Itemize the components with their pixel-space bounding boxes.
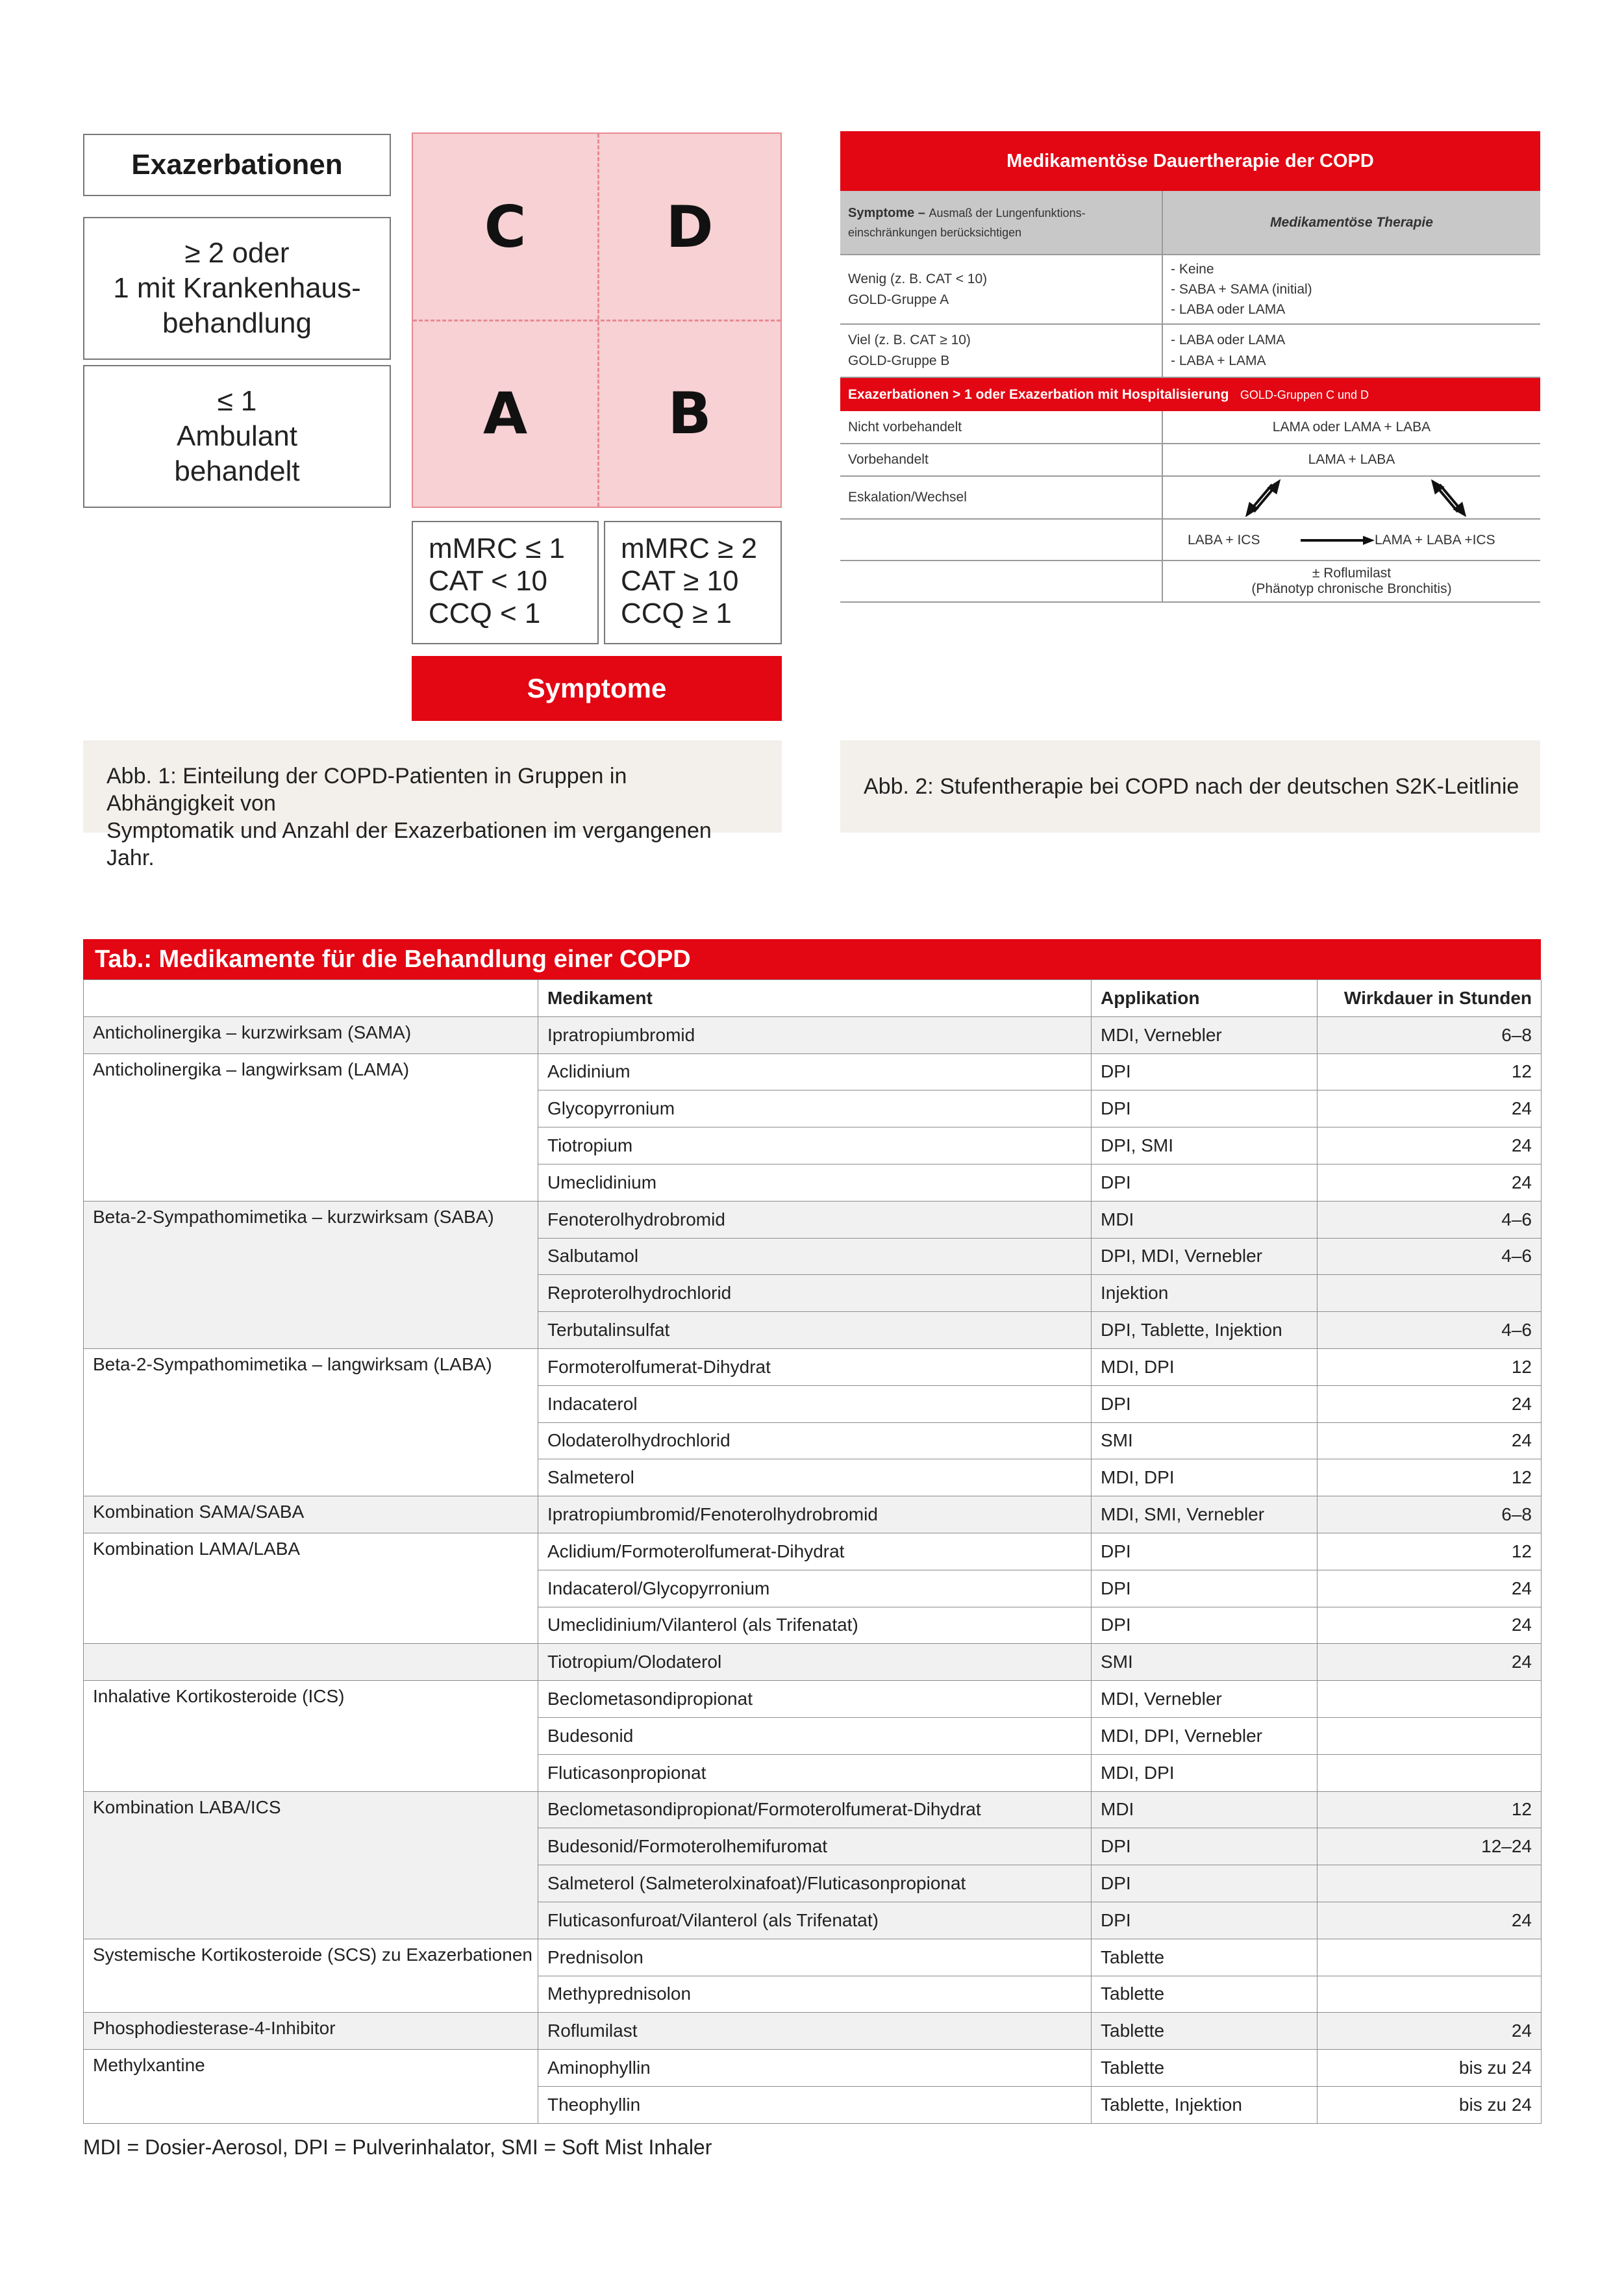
duration-cell [1318, 1275, 1542, 1312]
table-row [84, 1681, 1542, 1718]
symptoms-low-box [412, 521, 599, 644]
drug-cell: Tiotropium [538, 1127, 1092, 1165]
application-cell: MDI, SMI, Vernebler [1092, 1496, 1318, 1533]
figure-1-caption-line-2: Symptomatik und Anzahl der Exazerbationen im vergangenen Jahr. [106, 818, 712, 870]
drug-cell: Ipratropiumbromid [538, 1016, 1092, 1053]
escalation-arrows [1169, 478, 1533, 517]
application-cell: MDI, DPI, Vernebler [1092, 1717, 1318, 1754]
application-cell: DPI [1092, 1865, 1318, 1902]
drug-cell: Methyprednisolon [538, 1976, 1092, 2013]
application-cell: DPI [1092, 1164, 1318, 1201]
duration-cell: 12–24 [1318, 1828, 1542, 1865]
medication-table-body [84, 1016, 1542, 2123]
header-application: Applikation [1092, 980, 1318, 1017]
duration-cell: 24 [1318, 1090, 1542, 1127]
therapy-table [840, 191, 1540, 603]
exacerbations-low-box [83, 365, 391, 508]
high-line-3: behandlung [162, 307, 312, 339]
application-cell: SMI [1092, 1644, 1318, 1681]
medication-table [83, 979, 1542, 2124]
sym-high-line-1: mMRC ≥ 2 [621, 533, 757, 564]
duration-cell: 24 [1318, 1570, 1542, 1607]
medication-table-header-row [84, 980, 1542, 1017]
therapy-row-pretreated [840, 444, 1540, 476]
duration-cell: 24 [1318, 1902, 1542, 1939]
pretreated-therapy: LAMA + LABA [1162, 444, 1540, 476]
duration-cell: 4–6 [1318, 1201, 1542, 1238]
therapy-row-gold-b-right [1162, 324, 1540, 377]
ics-arrow-head [1363, 536, 1375, 545]
drug-cell: Prednisolon [538, 1939, 1092, 1976]
application-cell: Tablette [1092, 1976, 1318, 2013]
application-cell: DPI [1092, 1053, 1318, 1090]
group-name-cell: Beta-2-Sympathomimetika – langwirksam (LABA) [84, 1348, 538, 1496]
duration-cell: 12 [1318, 1791, 1542, 1828]
drug-cell: Salmeterol [538, 1459, 1092, 1496]
therapy-exacerbation-cell [840, 377, 1540, 411]
application-cell: Tablette [1092, 1939, 1318, 1976]
therapy-row-escalation [840, 476, 1540, 519]
sym-high-line-2: CAT ≥ 10 [621, 565, 739, 597]
roflumilast-line-1: ± Roflumilast [1312, 566, 1392, 581]
application-cell: DPI, Tablette, Injektion [1092, 1312, 1318, 1349]
therapy-header-symptoms-bold: Symptome – [848, 205, 925, 220]
exacerbations-header-box [83, 134, 391, 196]
arrow-down-left-2 [1251, 485, 1272, 509]
therapy-header-symptoms-rest-2: einschränkungen berücksichtigen [848, 225, 1022, 239]
application-cell: DPI [1092, 1090, 1318, 1127]
application-cell: MDI, DPI [1092, 1459, 1318, 1496]
gold-a-line-2: GOLD-Gruppe A [848, 292, 949, 307]
drug-cell: Fluticasonpropionat [538, 1754, 1092, 1791]
header-group [84, 980, 538, 1017]
application-cell: Injektion [1092, 1275, 1318, 1312]
medication-table-title-text: Tab.: Medikamente für die Behandlung einer COPD [95, 945, 691, 973]
gold-a-line-1: Wenig (z. B. CAT < 10) [848, 271, 988, 286]
table-row [84, 1533, 1542, 1570]
therapy-row-roflumilast [840, 560, 1540, 602]
group-name-cell: Anticholinergika – kurzwirksam (SAMA) [84, 1016, 538, 1053]
escalation-arrows-cell [1162, 476, 1540, 519]
duration-cell: 24 [1318, 1607, 1542, 1644]
application-cell: Tablette [1092, 2013, 1318, 2050]
table-row [84, 1791, 1542, 1828]
therapy-header-symptoms [840, 191, 1162, 255]
gold-b-therapy-1: - LABA oder LAMA [1171, 333, 1286, 347]
arrow-up-right-2 [1437, 487, 1458, 512]
drug-cell: Fluticasonfuroat/Vilanterol (als Trifenatat) [538, 1902, 1092, 1939]
gold-a-therapy-3: - LABA oder LAMA [1171, 302, 1286, 317]
sym-low-line-1: mMRC ≤ 1 [429, 533, 565, 564]
table-row [84, 1496, 1542, 1533]
drug-cell: Aclidinium [538, 1053, 1092, 1090]
duration-cell [1318, 1681, 1542, 1718]
duration-cell [1318, 1865, 1542, 1902]
medication-table-title [83, 939, 1541, 979]
therapy-title: Medikamentöse Dauertherapie der COPD [1006, 150, 1374, 171]
low-line-3: behandelt [174, 455, 300, 487]
table-row [84, 1939, 1542, 1976]
drug-cell: Theophyllin [538, 2086, 1092, 2123]
drug-cell: Roflumilast [538, 2013, 1092, 2050]
roflumilast-cell [1162, 560, 1540, 602]
therapy-row-untreated [840, 411, 1540, 444]
medication-footnote: MDI = Dosier-Aerosol, DPI = Pulverinhalator, SMI = Soft Mist Inhaler [83, 2135, 712, 2159]
duration-cell [1318, 1976, 1542, 2013]
application-cell: MDI, DPI [1092, 1754, 1318, 1791]
drug-cell: Indacaterol [538, 1385, 1092, 1422]
drug-cell: Olodaterolhydrochlorid [538, 1422, 1092, 1459]
header-duration: Wirkdauer in Stunden [1318, 980, 1542, 1017]
symptoms-high-box [604, 521, 782, 644]
figure-2-caption-text: Abb. 2: Stufentherapie bei COPD nach der deutschen S2K-Leitlinie [864, 774, 1519, 799]
roflumilast-line-2: (Phänotyp chronische Bronchitis) [1251, 581, 1452, 596]
table-row [84, 1016, 1542, 1053]
table-row [84, 1644, 1542, 1681]
pretreated-label: Vorbehandelt [840, 444, 1162, 476]
figure-1-caption-line-1: Abb. 1: Einteilung der COPD-Patienten in Gruppen in Abhängigkeit von [106, 764, 627, 816]
application-cell: DPI, SMI [1092, 1127, 1318, 1165]
untreated-therapy: LAMA oder LAMA + LABA [1162, 411, 1540, 444]
drug-cell: Beclometasondipropionat/Formoterolfumerat-Dihydrat [538, 1791, 1092, 1828]
group-name-cell: Inhalative Kortikosteroide (ICS) [84, 1681, 538, 1791]
ics-from: LABA + ICS [1188, 533, 1260, 548]
duration-cell: 12 [1318, 1533, 1542, 1570]
sym-low-line-3: CCQ < 1 [429, 598, 541, 629]
high-line-2: 1 mit Krankenhaus- [113, 272, 361, 304]
table-row [84, 1053, 1542, 1090]
drug-cell: Aclidium/Formoterolfumerat-Dihydrat [538, 1533, 1092, 1570]
table-row [84, 1348, 1542, 1385]
application-cell: MDI, Vernebler [1092, 1016, 1318, 1053]
group-name-cell: Anticholinergika – langwirksam (LAMA) [84, 1053, 538, 1201]
duration-cell: 12 [1318, 1053, 1542, 1090]
drug-cell: Ipratropiumbromid/Fenoterolhydrobromid [538, 1496, 1092, 1533]
low-line-2: Ambulant [177, 420, 297, 452]
quadrant-d: D [666, 193, 714, 260]
gold-b-line-2: GOLD-Gruppe B [848, 353, 950, 368]
drug-cell: Budesonid [538, 1717, 1092, 1754]
drug-cell: Salbutamol [538, 1238, 1092, 1275]
duration-cell: 12 [1318, 1348, 1542, 1385]
drug-cell: Glycopyrronium [538, 1090, 1092, 1127]
gold-a-therapy-1: - Keine [1171, 262, 1214, 277]
therapy-row-gold-b [840, 324, 1540, 377]
untreated-label: Nicht vorbehandelt [840, 411, 1162, 444]
therapy-title-bar [840, 131, 1540, 191]
group-name-cell: Kombination LABA/ICS [84, 1791, 538, 1939]
quadrant-b: B [668, 379, 712, 447]
group-name-cell: Beta-2-Sympathomimetika – kurzwirksam (SABA) [84, 1201, 538, 1348]
ics-cell [1162, 519, 1540, 560]
application-cell: MDI, Vernebler [1092, 1681, 1318, 1718]
drug-cell: Formoterolfumerat-Dihydrat [538, 1348, 1092, 1385]
gold-a-therapy-2: - SABA + SAMA (initial) [1171, 282, 1312, 297]
duration-cell [1318, 1939, 1542, 1976]
duration-cell: 24 [1318, 2013, 1542, 2050]
application-cell: MDI [1092, 1791, 1318, 1828]
duration-cell [1318, 1754, 1542, 1791]
quadrant-a: A [482, 379, 528, 447]
therapy-header-symptoms-rest-1: Ausmaß der Lungenfunktions- [929, 206, 1086, 220]
exacerbation-bold: Exazerbationen > 1 oder Exazerbation mit Hospitalisierung [848, 386, 1229, 402]
application-cell: SMI [1092, 1422, 1318, 1459]
table-row [84, 1201, 1542, 1238]
therapy-row-gold-a [840, 255, 1540, 324]
application-cell: MDI, DPI [1092, 1348, 1318, 1385]
duration-cell: 24 [1318, 1164, 1542, 1201]
exacerbations-high-box [83, 217, 391, 360]
gold-group-grid [412, 132, 782, 508]
drug-cell: Budesonid/Formoterolhemifuromat [538, 1828, 1092, 1865]
group-name-cell: Phosphodiesterase-4-Inhibitor [84, 2013, 538, 2050]
duration-cell: 24 [1318, 1644, 1542, 1681]
group-name-cell: Kombination SAMA/SABA [84, 1496, 538, 1533]
exacerbations-title: Exazerbationen [131, 149, 343, 181]
drug-cell: Terbutalinsulfat [538, 1312, 1092, 1349]
figure-1-caption [83, 740, 782, 870]
group-name-cell: Kombination LAMA/LABA [84, 1533, 538, 1643]
symptoms-label: Symptome [527, 673, 667, 703]
drug-cell: Fenoterolhydrobromid [538, 1201, 1092, 1238]
ics-arrow [1299, 534, 1377, 547]
application-cell: DPI [1092, 1385, 1318, 1422]
sym-high-line-3: CCQ ≥ 1 [621, 598, 732, 629]
duration-cell: 24 [1318, 1422, 1542, 1459]
therapy-header-therapy: Medikamentöse Therapie [1162, 191, 1540, 255]
roflumilast-empty-cell [840, 560, 1162, 602]
exacerbation-groups: GOLD-Gruppen C und D [1240, 388, 1369, 401]
duration-cell: 4–6 [1318, 1238, 1542, 1275]
duration-cell: 12 [1318, 1459, 1542, 1496]
duration-cell: 24 [1318, 1127, 1542, 1165]
duration-cell: bis zu 24 [1318, 2086, 1542, 2123]
escalation-label: Eskalation/Wechsel [840, 476, 1162, 519]
application-cell: DPI, MDI, Vernebler [1092, 1238, 1318, 1275]
header-drug: Medikament [538, 980, 1092, 1017]
group-name-cell: Methylxantine [84, 2050, 538, 2124]
symptoms-bar [412, 656, 782, 721]
application-cell: Tablette [1092, 2050, 1318, 2087]
drug-cell: Umeclidinium [538, 1164, 1092, 1201]
table-row [84, 2013, 1542, 2050]
application-cell: DPI [1092, 1828, 1318, 1865]
therapy-exacerbation-row [840, 377, 1540, 411]
drug-cell: Reproterolhydrochlorid [538, 1275, 1092, 1312]
therapy-row-gold-b-left [840, 324, 1162, 377]
group-name-cell: Systemische Kortikosteroide (SCS) zu Exazerbationen [84, 1939, 538, 2013]
therapy-row-ics [840, 519, 1540, 560]
application-cell: DPI [1092, 1607, 1318, 1644]
duration-cell: 24 [1318, 1385, 1542, 1422]
drug-cell: Aminophyllin [538, 2050, 1092, 2087]
gold-b-line-1: Viel (z. B. CAT ≥ 10) [848, 333, 971, 347]
sym-low-line-2: CAT < 10 [429, 565, 548, 597]
group-name-cell [84, 1644, 538, 1681]
application-cell: MDI [1092, 1201, 1318, 1238]
low-line-1: ≤ 1 [217, 385, 257, 417]
figure-2-caption [840, 740, 1540, 833]
quadrant-c: C [484, 193, 527, 260]
ics-empty-cell [840, 519, 1162, 560]
gold-b-therapy-2: - LABA + LAMA [1171, 353, 1266, 368]
application-cell: DPI [1092, 1533, 1318, 1570]
drug-cell: Beclometasondipropionat [538, 1681, 1092, 1718]
duration-cell: 6–8 [1318, 1496, 1542, 1533]
ics-to: LAMA + LABA +ICS [1375, 533, 1495, 548]
application-cell: Tablette, Injektion [1092, 2086, 1318, 2123]
therapy-header-row [840, 191, 1540, 255]
application-cell: DPI [1092, 1902, 1318, 1939]
table-row [84, 2050, 1542, 2087]
application-cell: DPI [1092, 1570, 1318, 1607]
duration-cell: 6–8 [1318, 1016, 1542, 1053]
drug-cell: Umeclidinium/Vilanterol (als Trifenatat) [538, 1607, 1092, 1644]
medication-table-wrapper [83, 939, 1541, 2159]
duration-cell: 4–6 [1318, 1312, 1542, 1349]
therapy-row-gold-a-left [840, 255, 1162, 324]
drug-cell: Indacaterol/Glycopyrronium [538, 1570, 1092, 1607]
high-line-1: ≥ 2 oder [184, 237, 290, 269]
duration-cell [1318, 1717, 1542, 1754]
drug-cell: Salmeterol (Salmeterolxinafoat)/Fluticasonpropionat [538, 1865, 1092, 1902]
therapy-row-gold-a-right [1162, 255, 1540, 324]
drug-cell: Tiotropium/Olodaterol [538, 1644, 1092, 1681]
duration-cell: bis zu 24 [1318, 2050, 1542, 2087]
